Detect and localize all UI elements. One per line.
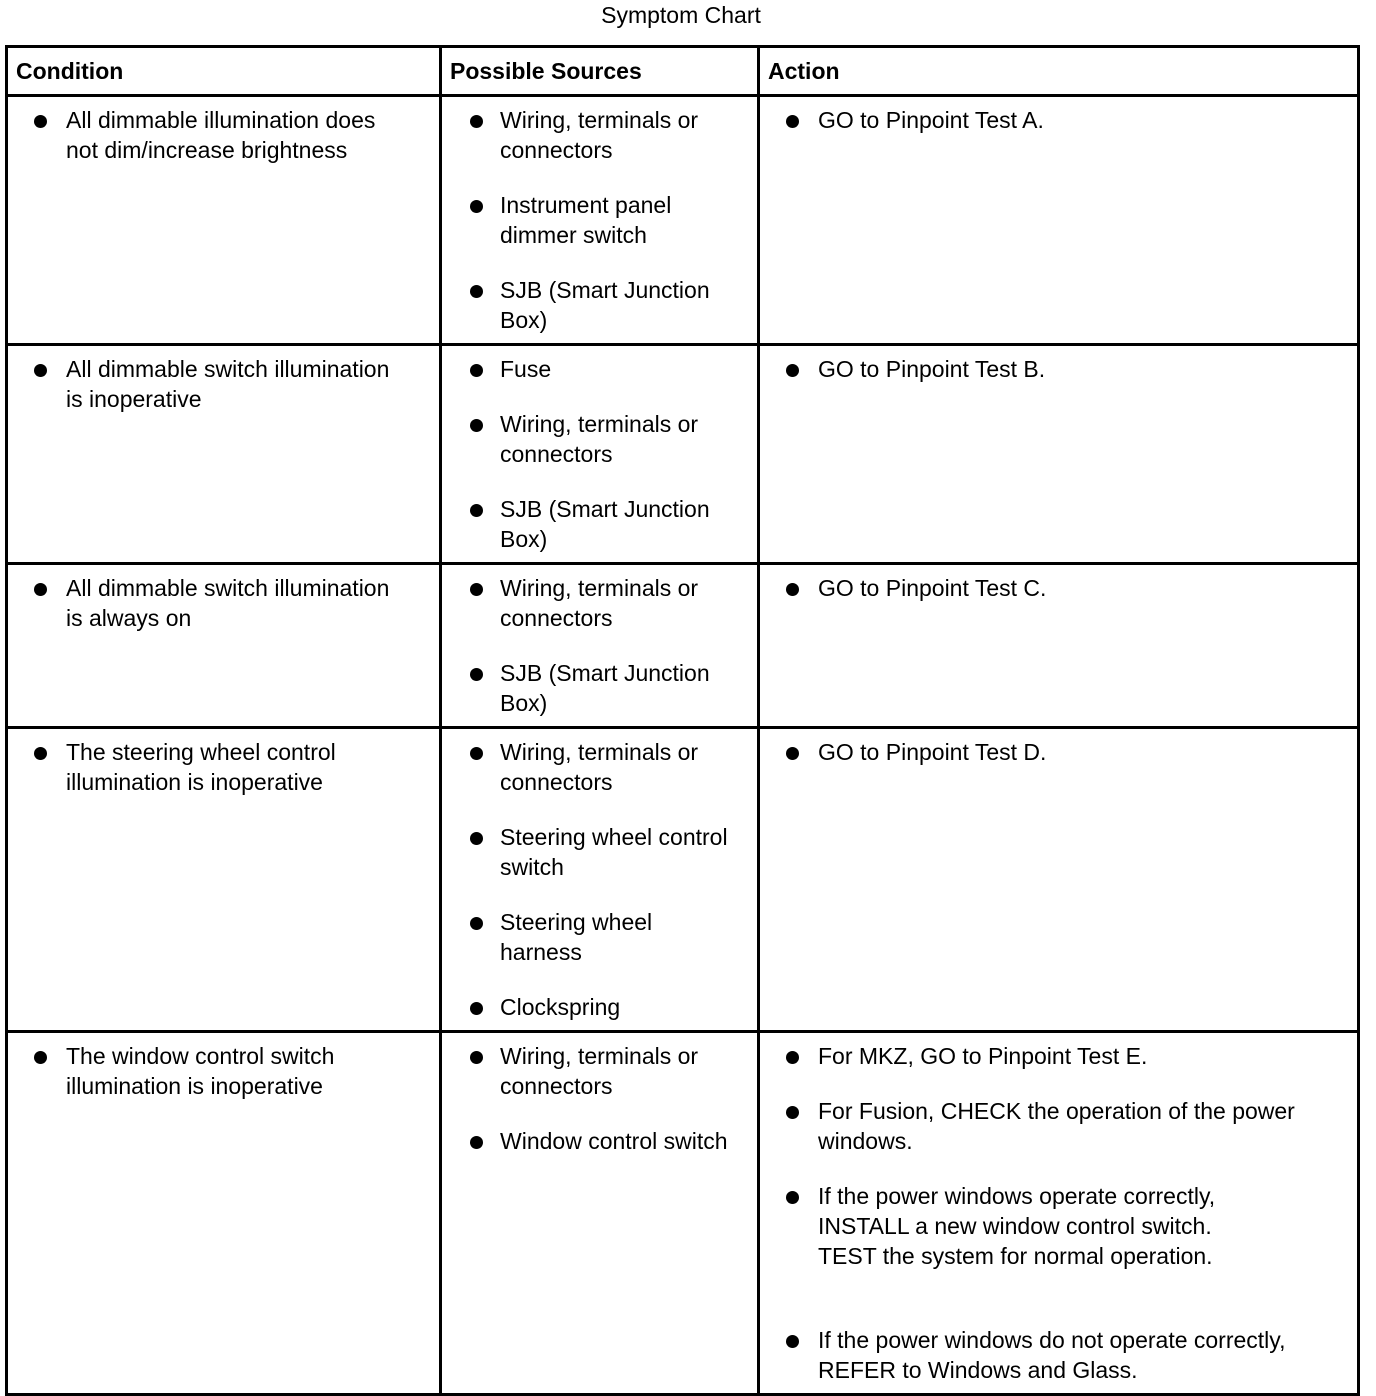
condition-cell	[7, 728, 441, 1032]
condition-cell	[7, 96, 441, 345]
bullet-list	[442, 1033, 757, 1156]
bullet-item	[760, 1181, 1357, 1271]
bullet-item	[442, 190, 757, 250]
bullet-icon	[470, 504, 483, 517]
bullet-text: All dimmable switch illumination is inoperative	[66, 356, 390, 412]
bullet-item	[442, 494, 757, 554]
bullet-text: GO to Pinpoint Test A.	[818, 107, 1044, 133]
bullet-icon	[786, 364, 799, 377]
symptom-table	[5, 45, 1360, 1396]
bullet-list	[8, 346, 439, 414]
bullet-text: Clockspring	[500, 994, 621, 1020]
bullet-icon	[34, 364, 47, 377]
bullet-text: Wiring, terminals or connectors	[500, 739, 699, 795]
action-cell	[759, 564, 1359, 728]
bullet-text: GO to Pinpoint Test C.	[818, 575, 1047, 601]
bullet-item	[442, 992, 757, 1022]
condition-cell	[7, 564, 441, 728]
header-condition: Condition	[7, 47, 441, 96]
possible-sources-cell	[441, 728, 759, 1032]
bullet-icon	[470, 583, 483, 596]
bullet-item	[760, 1096, 1357, 1156]
bullet-list	[8, 1033, 439, 1101]
bullet-icon	[470, 419, 483, 432]
bullet-item	[760, 354, 1357, 384]
bullet-icon	[470, 1051, 483, 1064]
table-row	[7, 345, 1359, 564]
bullet-icon	[470, 1002, 483, 1015]
bullet-text: Fuse	[500, 356, 552, 382]
bullet-text: Wiring, terminals or connectors	[500, 411, 699, 467]
possible-sources-cell	[441, 564, 759, 728]
bullet-text: Wiring, terminals or connectors	[500, 575, 699, 631]
bullet-text: The steering wheel control illumination is inoperative	[66, 739, 336, 795]
bullet-icon	[470, 668, 483, 681]
bullet-item	[8, 737, 439, 797]
bullet-icon	[470, 832, 483, 845]
action-cell	[759, 728, 1359, 1032]
bullet-icon	[786, 583, 799, 596]
bullet-icon	[786, 747, 799, 760]
bullet-item	[442, 573, 757, 633]
bullet-icon	[34, 115, 47, 128]
action-cell	[759, 96, 1359, 345]
bullet-icon	[34, 583, 47, 596]
bullet-item	[442, 737, 757, 797]
bullet-item	[442, 105, 757, 165]
bullet-icon	[786, 1335, 799, 1348]
bullet-list	[8, 565, 439, 633]
table-row	[7, 564, 1359, 728]
bullet-text: GO to Pinpoint Test D.	[818, 739, 1047, 765]
bullet-icon	[34, 1051, 47, 1064]
bullet-list	[760, 346, 1357, 384]
bullet-icon	[470, 917, 483, 930]
bullet-icon	[470, 364, 483, 377]
table-row	[7, 1032, 1359, 1395]
bullet-item	[442, 822, 757, 882]
table-body	[7, 96, 1359, 1395]
bullet-item	[760, 1325, 1357, 1385]
bullet-item	[442, 658, 757, 718]
bullet-text: Steering wheel control switch	[500, 824, 728, 880]
bullet-text: The window control switch illumination is inoperative	[66, 1043, 335, 1099]
bullet-icon	[786, 115, 799, 128]
bullet-list	[442, 346, 757, 554]
bullet-item	[442, 409, 757, 469]
bullet-item	[8, 1041, 439, 1101]
bullet-item	[760, 1041, 1357, 1071]
action-cell	[759, 345, 1359, 564]
bullet-text: For MKZ, GO to Pinpoint Test E.	[818, 1043, 1148, 1069]
condition-cell	[7, 1032, 441, 1395]
page-title: Symptom Chart	[601, 2, 761, 28]
bullet-item	[442, 354, 757, 384]
bullet-list	[442, 729, 757, 1022]
bullet-item	[760, 737, 1357, 767]
possible-sources-cell	[441, 1032, 759, 1395]
header-action: Action	[759, 47, 1359, 96]
bullet-item	[442, 907, 757, 967]
possible-sources-cell	[441, 345, 759, 564]
bullet-list	[760, 565, 1357, 603]
possible-sources-cell	[441, 96, 759, 345]
bullet-list	[760, 1033, 1357, 1385]
bullet-text: GO to Pinpoint Test B.	[818, 356, 1046, 382]
bullet-icon	[34, 747, 47, 760]
bullet-text: If the power windows operate correctly, INSTALL a new window control switch. TEST the system for normal operation.	[818, 1183, 1216, 1269]
bullet-icon	[470, 1136, 483, 1149]
bullet-item	[8, 573, 439, 633]
bullet-text: Wiring, terminals or connectors	[500, 1043, 699, 1099]
header-possible-sources: Possible Sources	[441, 47, 759, 96]
bullet-icon	[786, 1106, 799, 1119]
bullet-item	[442, 1041, 757, 1101]
bullet-list	[8, 729, 439, 797]
table-row	[7, 96, 1359, 345]
bullet-text: All dimmable illumination does not dim/increase brightness	[66, 107, 376, 163]
bullet-text: SJB (Smart Junction Box)	[500, 277, 710, 333]
bullet-text: Window control switch	[500, 1128, 728, 1154]
bullet-icon	[786, 1191, 799, 1204]
bullet-icon	[470, 200, 483, 213]
bullet-text: Instrument panel dimmer switch	[500, 192, 672, 248]
bullet-text: Steering wheel harness	[500, 909, 653, 965]
bullet-icon	[470, 285, 483, 298]
condition-cell	[7, 345, 441, 564]
action-cell	[759, 1032, 1359, 1395]
bullet-icon	[470, 115, 483, 128]
bullet-text: SJB (Smart Junction Box)	[500, 496, 710, 552]
bullet-list	[442, 97, 757, 335]
bullet-list	[8, 97, 439, 165]
bullet-text: All dimmable switch illumination is always on	[66, 575, 390, 631]
bullet-item	[8, 105, 439, 165]
bullet-item	[760, 573, 1357, 603]
bullet-item	[8, 354, 439, 414]
table-row	[7, 728, 1359, 1032]
bullet-text: For Fusion, CHECK the operation of the power windows.	[818, 1098, 1295, 1154]
bullet-item	[442, 275, 757, 335]
bullet-item	[760, 105, 1357, 135]
bullet-icon	[786, 1051, 799, 1064]
bullet-text: If the power windows do not operate correctly, REFER to Windows and Glass.	[818, 1327, 1286, 1383]
bullet-list	[760, 97, 1357, 135]
bullet-icon	[470, 747, 483, 760]
bullet-list	[760, 729, 1357, 767]
bullet-text: SJB (Smart Junction Box)	[500, 660, 710, 716]
bullet-item	[442, 1126, 757, 1156]
header-row	[7, 47, 1359, 96]
bullet-text: Wiring, terminals or connectors	[500, 107, 699, 163]
bullet-list	[442, 565, 757, 718]
